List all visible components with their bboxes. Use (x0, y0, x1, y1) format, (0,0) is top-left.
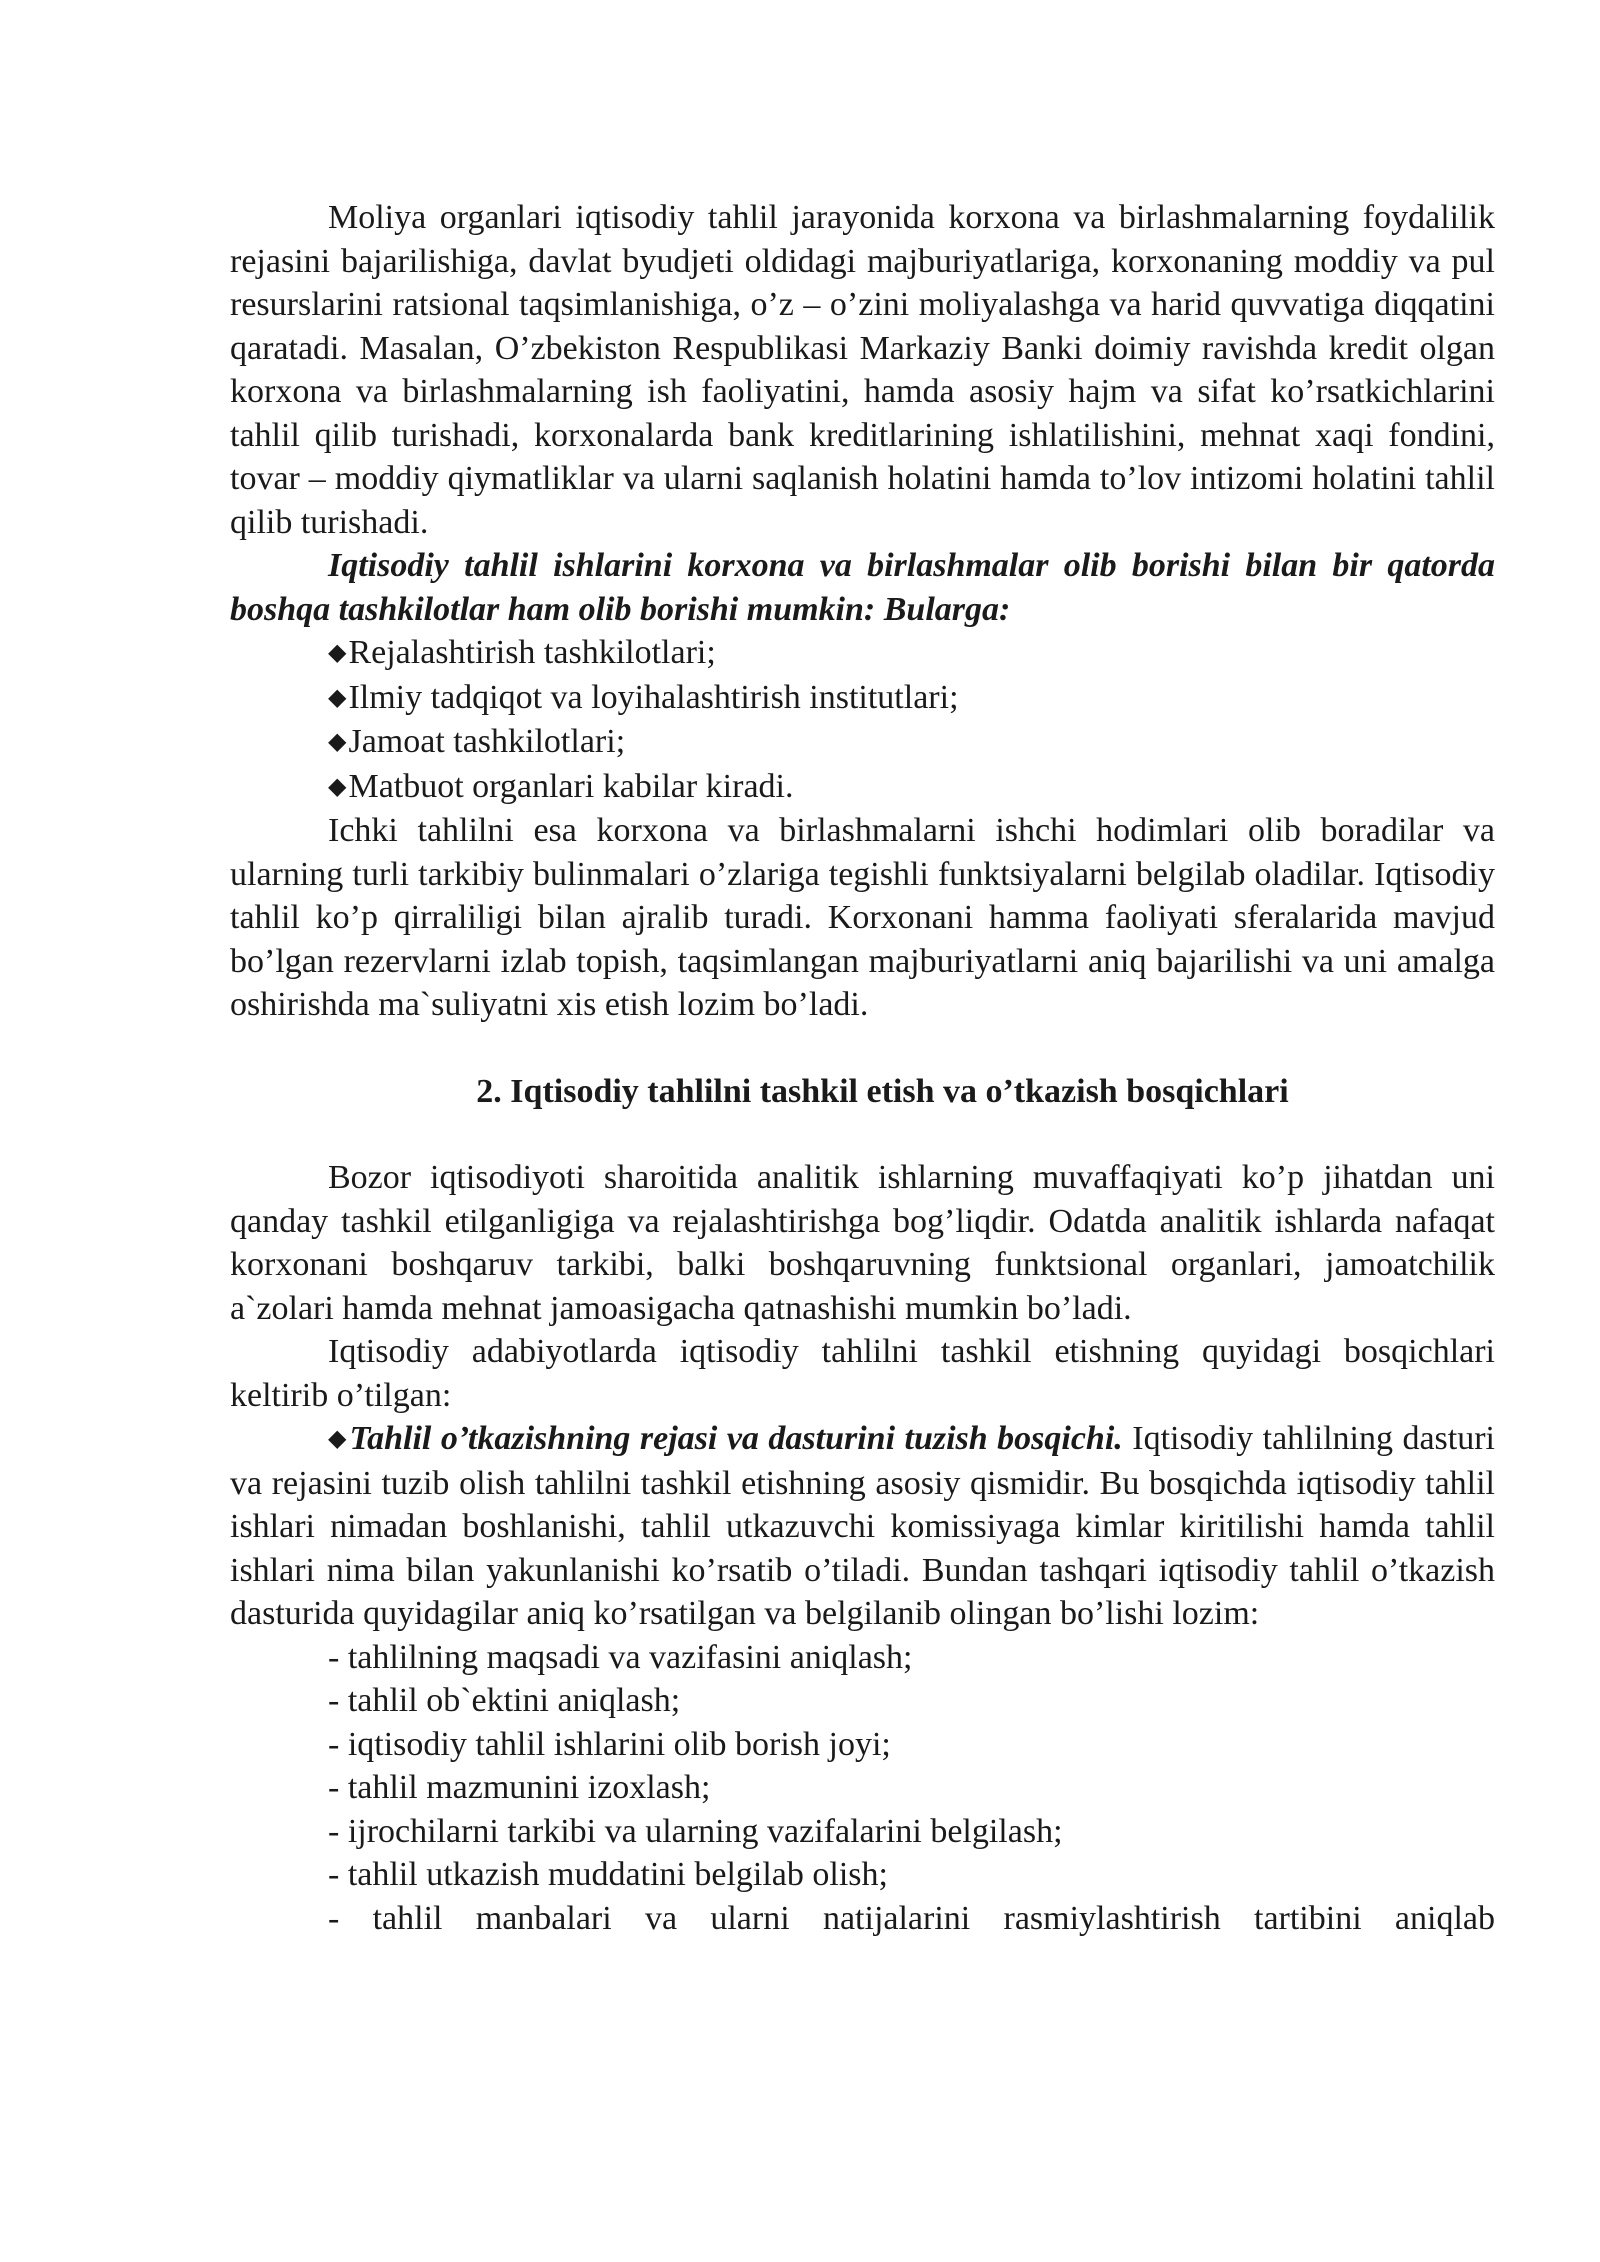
organizations-list (230, 631, 1495, 809)
list-item: ◆Rejalashtirish tashkilotlari; (328, 634, 716, 671)
paragraph-ichki-tahlil: Ichki tahlilni esa korxona va birlashmalarni ishchi hodimlari olib boradilar va ularning turli tarkibiy bulinmalari o’zlariga tegishli funktsiyalarni belgilab oladilar. Iqtisodiy tahlil ko’p qirraliligi bilan ajralib turadi. Korxonani hamma faoliyati sferalarida mavjud bo’lgan rezervlarni izlab topish, taqsimlangan majburiyatlarni aniq bajarilishi va uni amalga oshirishda ma`suliyatni xis etish lozim bo’ladi. (230, 812, 1495, 1023)
paragraph-moliya-organlari: Moliya organlari iqtisodiy tahlil jarayonida korxona va birlashmalarning foydalilik rejasini bajarilishiga, davlat byudjeti oldidagi majburiyatlariga, korxonaning moddiy va pul resurslarini ratsional taqsimlanishiga, o’z – o’zini moliyalashga va harid quvvatiga diqqatini qaratadi. Masalan, O’zbekiston Respublikasi Markaziy Banki doimiy ravishda kredit olgan korxona va birlashmalarning ish faoliyatini, hamda asosiy hajm va sifat ko’rsatkichlarini tahlil qilib turishadi, korxonalarda bank kreditlarining ishlatilishini, mehnat xaqi fondini, tovar – moddiy qiymatliklar va ularni saqlanish holatini hamda to’lov intizomi holatini tahlil qilib turishadi. (230, 199, 1495, 541)
document-page (230, 196, 1495, 1940)
list-item: - tahlil manbalari va ularni natijalarini rasmiylashtirish tartibini aniqlab (328, 1899, 1495, 1937)
list-item: - tahlil utkazish muddatini belgilab olish; (328, 1856, 888, 1893)
list-item: - tahlilning maqsadi va vazifasini aniqlash; (328, 1638, 913, 1676)
section-heading: 2. Iqtisodiy tahlilni tashkil etish va o’tkazish bosqichlari (476, 1072, 1289, 1110)
stage-title: Tahlil o’tkazishning rejasi va dasturini tuzish bosqichi. (349, 1420, 1123, 1457)
paragraph-stage-plan (230, 1417, 1495, 1636)
list-item: - ijrochilarni tarkibi va ularning vazifalarini belgilash; (328, 1812, 1063, 1850)
list-item: - iqtisodiy tahlil ishlarini olib borish joyi; (328, 1725, 891, 1763)
diamond-bullet-icon: ◆ (328, 1426, 348, 1452)
diamond-bullet-icon: ◆ (328, 729, 347, 755)
diamond-bullet-icon: ◆ (328, 684, 347, 711)
list-item: - tahlil mazmunini izoxlash; (328, 1769, 711, 1806)
list-item: ◆Jamoat tashkilotlari; (328, 723, 626, 760)
diamond-bullet-icon: ◆ (328, 640, 347, 666)
list-item: - tahlil ob`ektini aniqlash; (328, 1682, 681, 1719)
list-item: ◆Ilmiy tadqiqot va loyihalashtirish institutlari; (328, 678, 959, 716)
program-items-list (230, 1636, 1495, 1941)
paragraph-bosqichlar-intro: Iqtisodiy adabiyotlarda iqtisodiy tahlilni tashkil etishning quyidagi bosqichlari keltirib o’tilgan: (230, 1333, 1495, 1414)
list-item: ◆Matbuot organlari kabilar kiradi. (328, 767, 794, 805)
paragraph-bozor-iqtisodiyoti: Bozor iqtisodiyoti sharoitida analitik ishlarning muvaffaqiyati ko’p jihatdan uni qanday tashkil etilganligiga va rejalashtirishga bog’liqdir. Odatda analitik ishlarda nafaqat korxonani boshqaruv tarkibi, balki boshqaruvning funktsional organlari, jamoatchilik a`zolari hamda mehnat jamoasigacha qatnashishi mumkin bo’ladi. (230, 1159, 1495, 1327)
stage-description: Iqtisodiy tahlilning dasturi va rejasini tuzib olish tahlilni tashkil etishning asosiy qismidir. Bu bosqichda iqtisodiy tahlil ishlari nimadan boshlanishi, tahlil utkazuvchi komissiyaga kimlar kiritilishi hamda tahlil ishlari nima bilan yakunlanishi ko’rsatib o’tiladi. Bundan tashqari iqtisodiy tahlil o’tkazish dasturida quyidagilar aniq ko’rsatilgan va belgilanib olingan bo’lishi lozim: (230, 1420, 1495, 1632)
diamond-bullet-icon: ◆ (328, 773, 347, 800)
paragraph-other-organizations: Iqtisodiy tahlil ishlarini korxona va birlashmalar olib borishi bilan bir qatorda boshqa tashkilotlar ham olib borishi mumkin: Bularga: (230, 547, 1495, 628)
